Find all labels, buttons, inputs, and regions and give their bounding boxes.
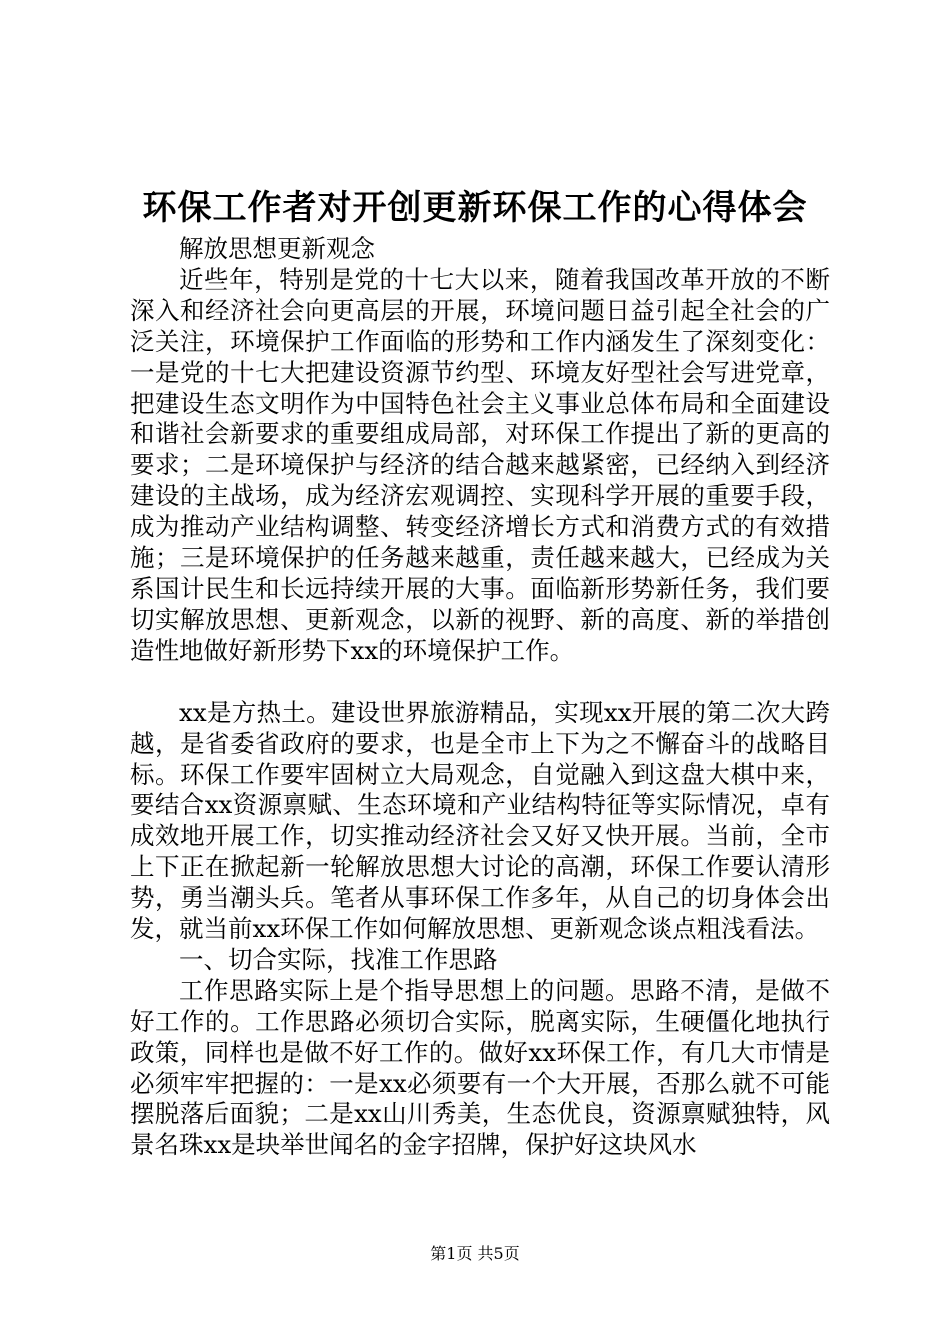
page-footer: 第1页 共5页 xyxy=(430,1244,520,1263)
paragraph: xx是方热土。建设世界旅游精品，实现xx开展的第二次大跨越，是省委省政府的要求，也是全市上下为之不懈奋斗的战略目标。环保工作要牢固树立大局观念，自觉融入到这盘大棋中来，要结合xx资源禀赋、生态环境和产业结构特征等实际情况，卓有成效地开展工作，切实推动经济社会又好又快开展。当前，全市上下正在掀起新一轮解放思想大讨论的高潮，环保工作要认清形势，勇当潮头兵。笔者从事环保工作多年，从自己的切身体会出发，就当前xx环保工作如何解放思想、更新观念谈点粗浅看法。 xyxy=(130,697,830,944)
paragraph: 近些年，特别是党的十七大以来，随着我国改革开放的不断深入和经济社会向更高层的开展，环境问题日益引起全社会的广泛关注，环境保护工作面临的形势和工作内涵发生了深刻变化：一是党的十七大把建设资源节约型、环境友好型社会写进党章，把建设生态文明作为中国特色社会主义事业总体布局和全面建设和谐社会新要求的重要组成局部，对环保工作提出了新的更高的要求；二是环境保护与经济的结合越来越紧密，已经纳入到经济建设的主战场，成为经济宏观调控、实现科学开展的重要手段，成为推动产业结构调整、转变经济增长方式和消费方式的有效措施；三是环境保护的任务越来越重，责任越来越大，已经成为关系国计民生和长远持续开展的大事。面临新形势新任务，我们要切实解放思想、更新观念，以新的视野、新的高度、新的举措创造性地做好新形势下xx的环境保护工作。 xyxy=(130,264,830,665)
paragraph: 工作思路实际上是个指导思想上的问题。思路不清，是做不好工作的。工作思路必须切合实际，脱离实际，生硬僵化地执行政策，同样也是做不好工作的。做好xx环保工作，有几大市情是必须牢牢把握的：一是xx必须要有一个大开展，否那么就不可能摆脱落后面貌；二是xx山川秀美，生态优良，资源禀赋独特，风景名珠xx是块举世闻名的金字招牌，保护好这块风水 xyxy=(130,975,830,1160)
document-title: 环保工作者对开创更新环保工作的心得体会 xyxy=(142,188,808,228)
section-heading: 解放思想更新观念 xyxy=(179,234,375,263)
section-heading: 一、切合实际，找准工作思路 xyxy=(179,944,498,974)
document-body xyxy=(130,234,830,1161)
paragraph-gap xyxy=(130,667,830,698)
